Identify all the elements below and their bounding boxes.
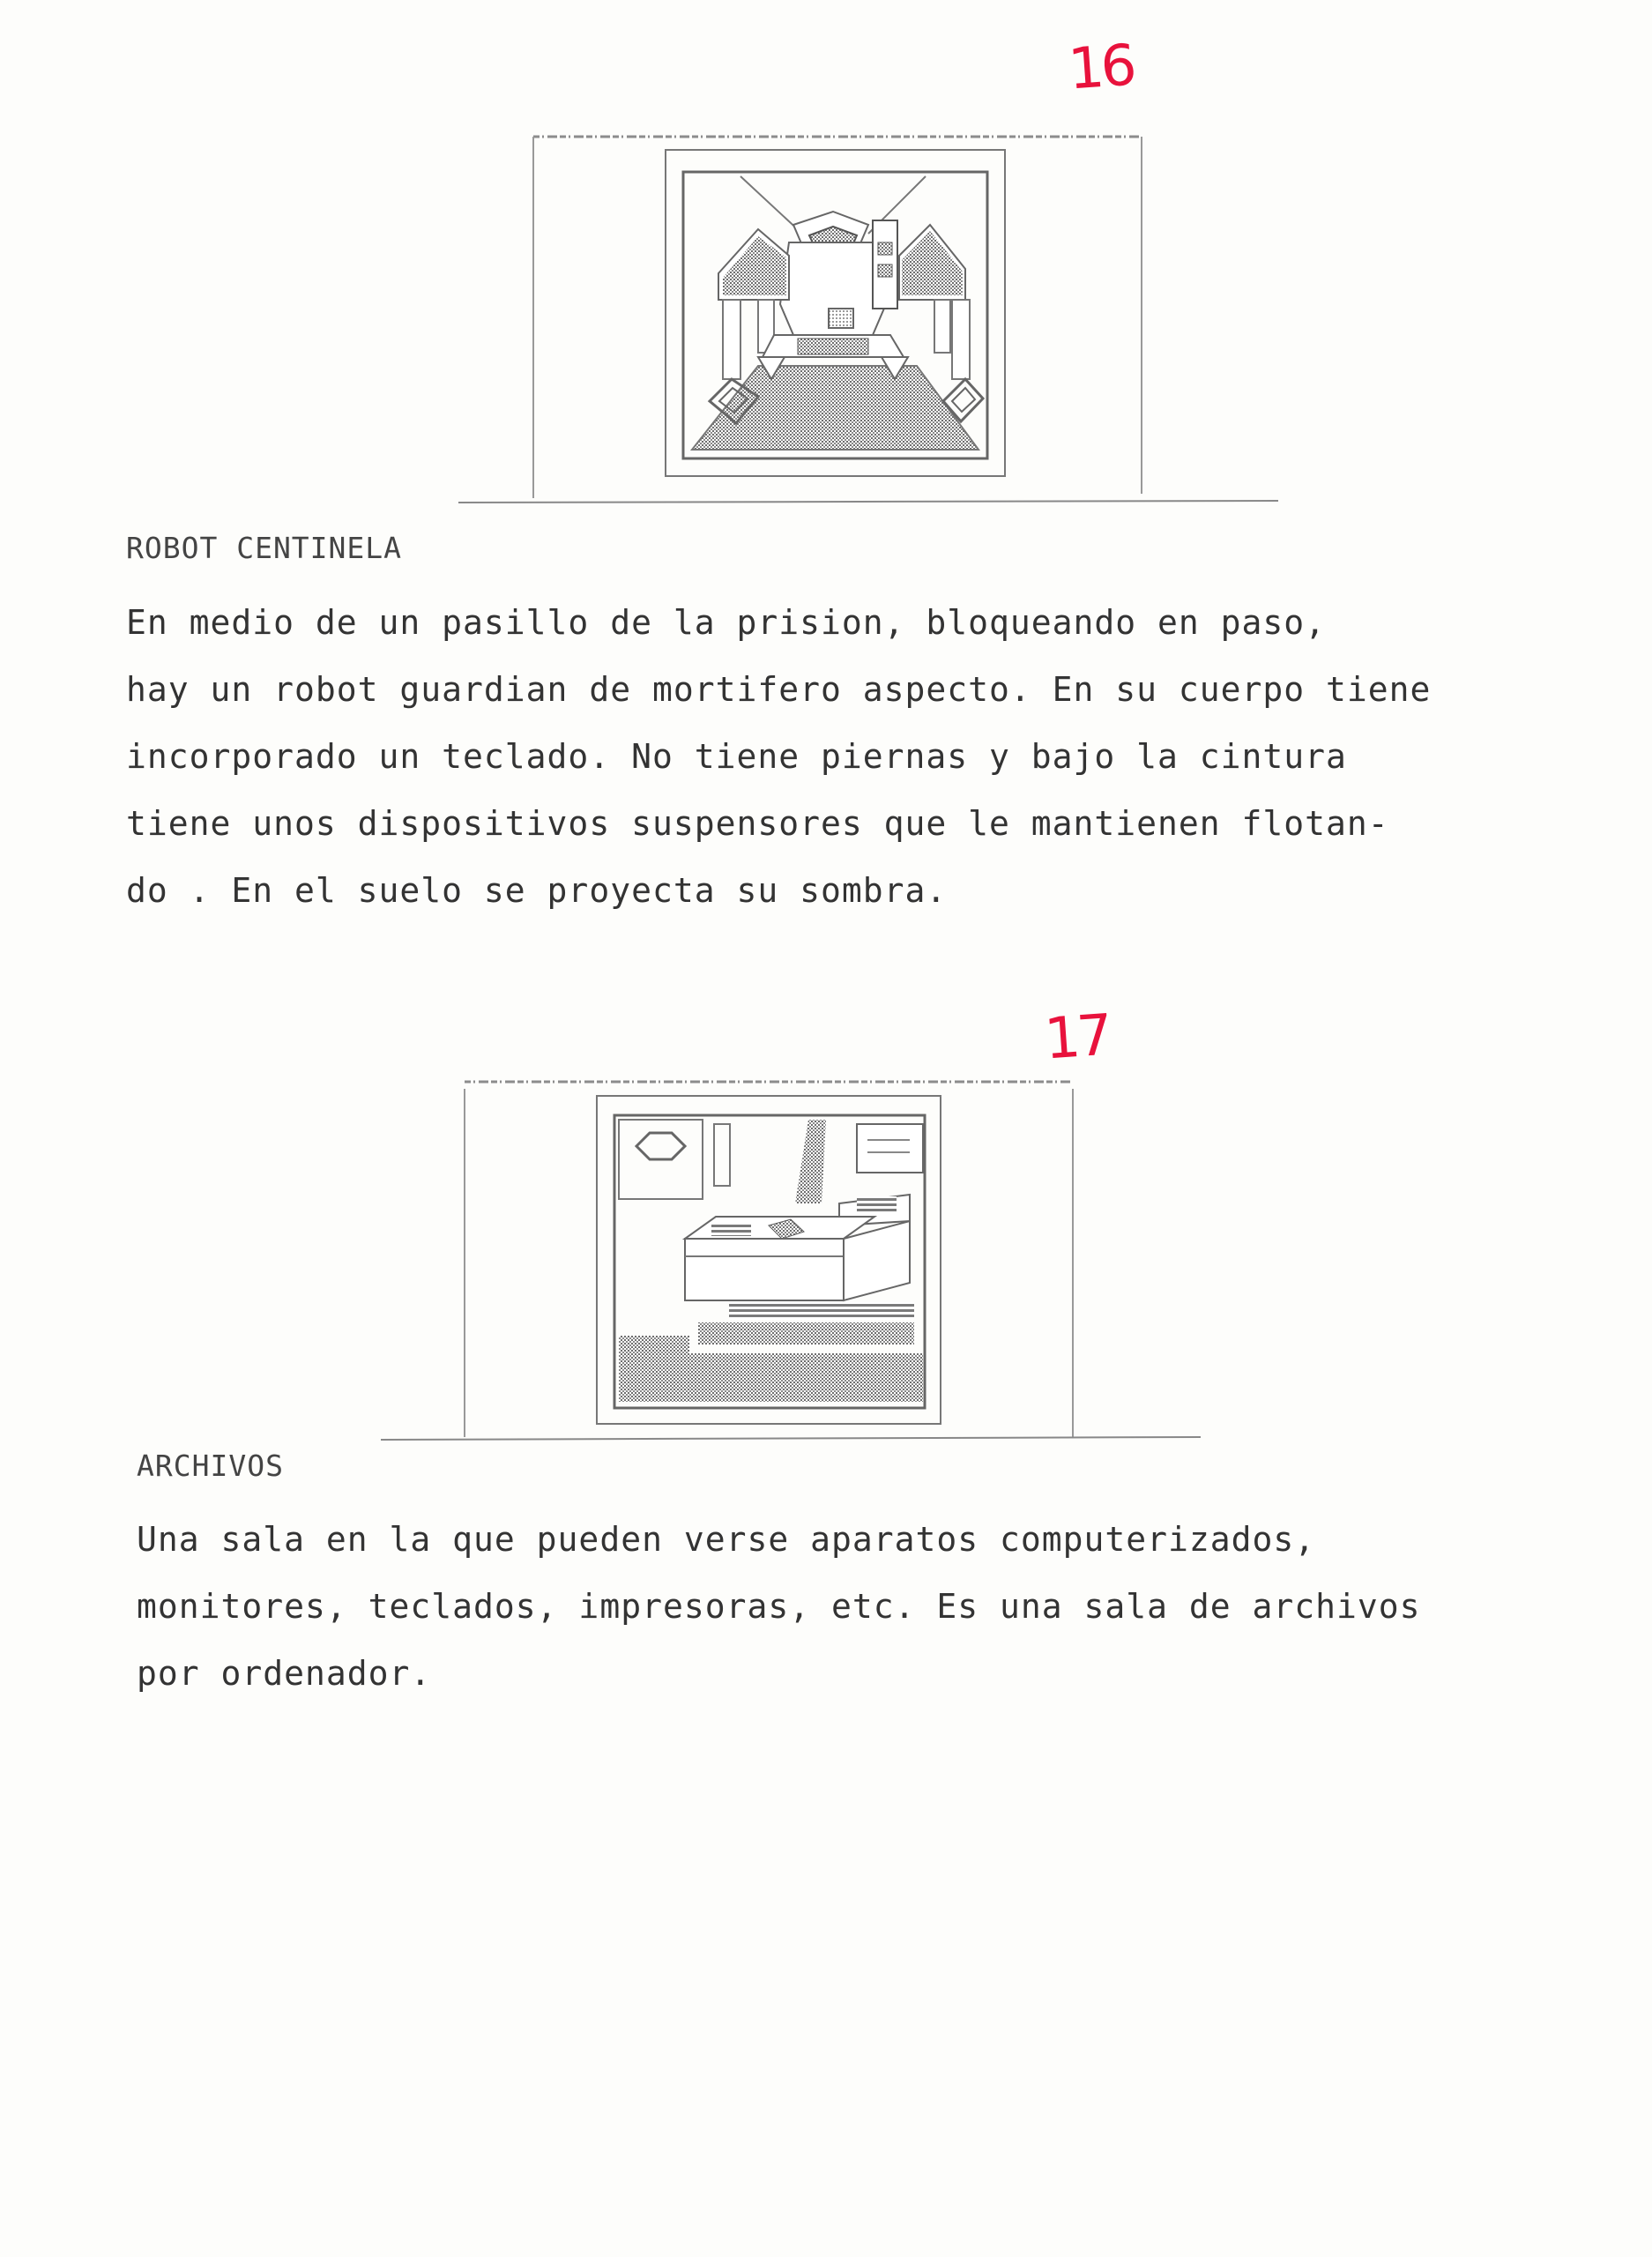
room-title-robot-centinela: ROBOT CENTINELA [126, 531, 403, 565]
description-line: Una sala en la que pueden verse aparatos computerizados, [137, 1520, 1316, 1559]
room-description-robot-centinela [126, 589, 1431, 924]
archives-room-illustration [381, 1071, 1205, 1450]
description-line: incorporado un teclado. No tiene piernas y bajo la cintura [126, 737, 1347, 776]
room-description-archivos [137, 1506, 1421, 1707]
room-title-archivos: ARCHIVOS [137, 1449, 284, 1483]
description-line: hay un robot guardian de mortifero aspecto. En su cuerpo tiene [126, 670, 1432, 709]
description-line: monitores, teclados, impresoras, etc. Es una sala de archivos [137, 1587, 1421, 1626]
page-number-17: 17 [1042, 1002, 1112, 1073]
description-line: tiene unos dispositivos suspensores que le mantienen flotan- [126, 804, 1389, 843]
description-line: por ordenador. [137, 1654, 432, 1693]
robot-sentinel-illustration [458, 123, 1278, 511]
page-number-16: 16 [1066, 33, 1135, 103]
description-line: En medio de un pasillo de la prision, bloqueando en paso, [126, 603, 1327, 642]
description-line: do . En el suelo se proyecta su sombra. [126, 871, 948, 910]
